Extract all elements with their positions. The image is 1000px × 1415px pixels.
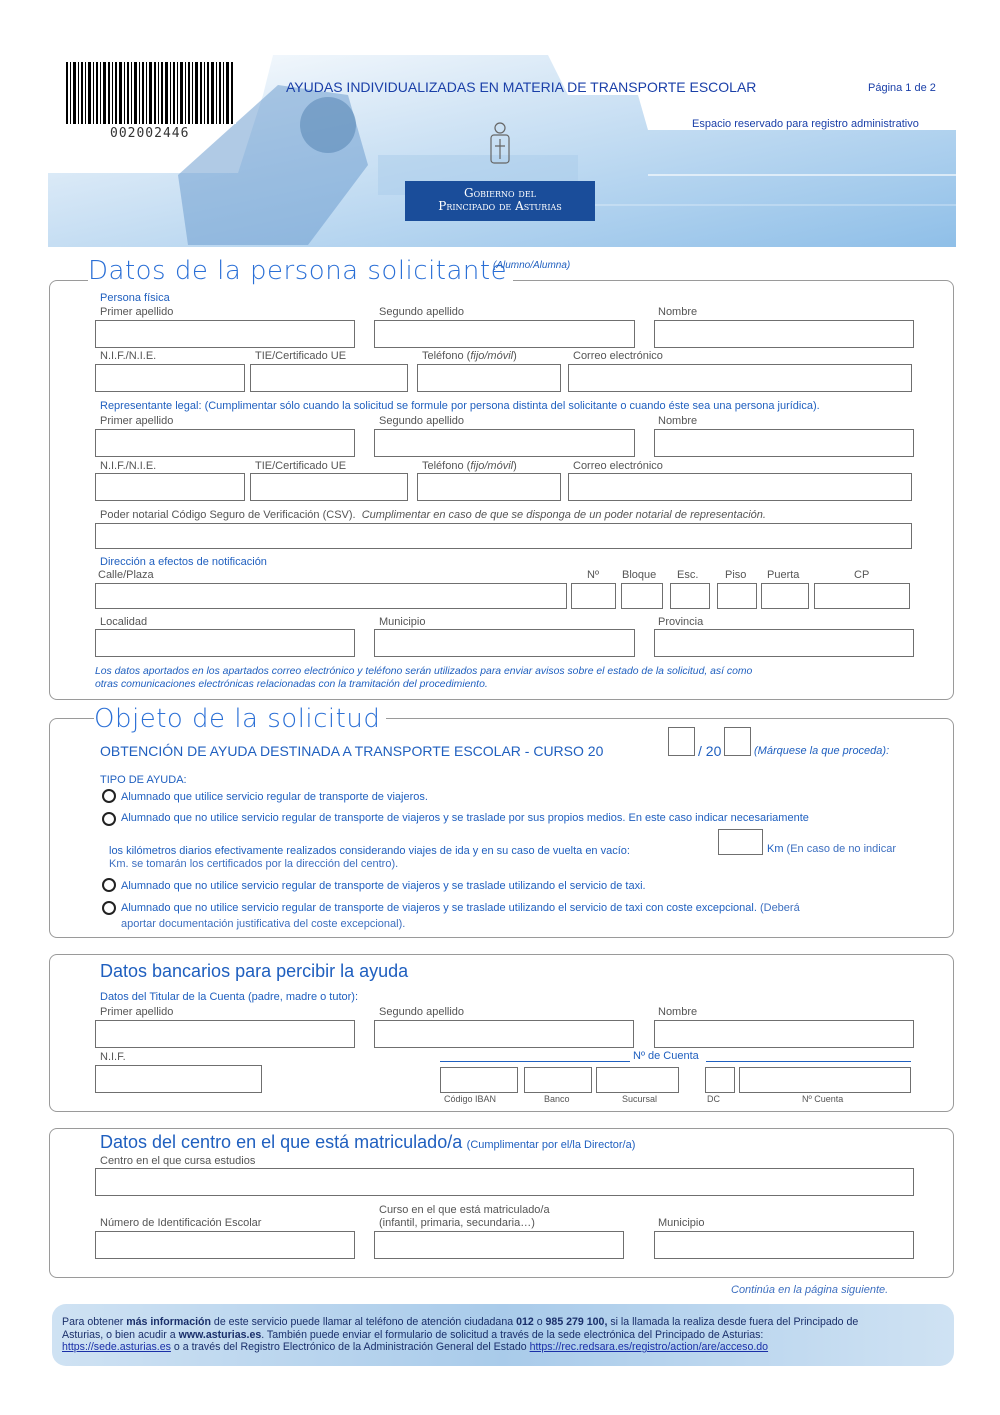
footer-text: [62, 1316, 947, 1354]
rep-primer-apellido-label: Primer apellido: [100, 415, 174, 427]
footer-t3: o: [533, 1316, 546, 1328]
curso-input-1[interactable]: [668, 727, 695, 756]
footer-line1: [62, 1316, 947, 1329]
aviso-line1: Los datos aportados en los apartados correo electrónico y teléfono serán utilizados para enviar avisos sobre el estado de la solicitud, así como: [95, 666, 753, 677]
centro-municipio-input[interactable]: [654, 1231, 914, 1259]
titular-label: Datos del Titular de la Cuenta (padre, madre o tutor):: [100, 991, 359, 1003]
telefono-input[interactable]: [417, 364, 561, 392]
cuenta-rule-right: [706, 1061, 911, 1062]
page-number: Página 1 de 2: [868, 82, 936, 94]
gobierno-line1: Gobierno del: [464, 186, 536, 200]
sede-link[interactable]: https://sede.asturias.es: [62, 1341, 171, 1353]
telefono-label: [422, 350, 517, 362]
correo-label: Correo electrónico: [573, 350, 663, 362]
piso-input[interactable]: [717, 583, 757, 609]
gobierno-line2: Principado de Asturias: [438, 199, 562, 213]
marquese-label: (Márquese la que proceda):: [754, 745, 890, 757]
barcode-number: 002002446: [110, 126, 190, 141]
footer-line3: [62, 1341, 947, 1354]
bloque-input[interactable]: [621, 583, 663, 609]
centro-label: Centro en el que cursa estudios: [100, 1155, 256, 1167]
footer-line2: [62, 1329, 947, 1342]
cp-label: CP: [854, 569, 870, 581]
ban-nif-input[interactable]: [95, 1065, 262, 1093]
footer-t1: Para obtener: [62, 1316, 127, 1328]
tie-label: TIE/Certificado UE: [255, 350, 347, 362]
rep-segundo-apellido-input[interactable]: [374, 429, 635, 457]
ban-segundo-apellido-label: Segundo apellido: [379, 1006, 465, 1018]
representante-label: Representante legal:: [100, 400, 202, 412]
centro-subtitle: (Cumplimentar por el/la Director/a): [466, 1139, 636, 1151]
segundo-apellido-input[interactable]: [374, 320, 635, 348]
rep-correo-label: Correo electrónico: [573, 460, 663, 472]
km-line: [767, 843, 896, 855]
direccion-title: Dirección a efectos de notificación: [100, 556, 267, 568]
localidad-input[interactable]: [95, 629, 355, 657]
rep-telefono-input[interactable]: [417, 473, 561, 501]
rep-telefono-label: [422, 460, 517, 472]
poder-note: Cumplimentar en caso de que se disponga de un poder notarial de representación.: [361, 509, 766, 521]
footer-t1b: más información: [126, 1316, 211, 1328]
ban-segundo-apellido-input[interactable]: [374, 1020, 634, 1048]
piso-label: Piso: [725, 569, 747, 581]
segundo-apellido-label: Segundo apellido: [379, 306, 465, 318]
representante-note: (Cumplimentar sólo cuando la solicitud se formule por persona distinta del solicitante o cuando éste sea una persona jurídica).: [201, 400, 820, 412]
km-note: (En caso de no indicar: [783, 843, 897, 855]
nif-label: N.I.F./N.I.E.: [100, 350, 157, 362]
ban-nombre-input[interactable]: [654, 1020, 914, 1048]
opt4-note-line: aportar documentación justificativa del coste excepcional).: [121, 918, 406, 930]
numero-label: Nº: [587, 569, 599, 581]
opt2-km-note: Km. se tomarán los certificados por la dirección del centro).: [109, 858, 399, 870]
poder-input[interactable]: [95, 523, 912, 549]
tie-input[interactable]: [250, 364, 408, 392]
rep-nombre-label: Nombre: [658, 415, 698, 427]
representante-line: [100, 400, 820, 412]
obtencion-label: OBTENCIÓN DE AYUDA DESTINADA A TRANSPORTE ESCOLAR - CURSO 20: [100, 743, 604, 759]
banco-input[interactable]: [524, 1067, 592, 1093]
calle-input[interactable]: [95, 583, 567, 609]
rep-nif-label: N.I.F./N.I.E.: [100, 460, 157, 472]
esc-input[interactable]: [670, 583, 710, 609]
centro-input[interactable]: [95, 1168, 914, 1196]
solicitante-subtitle: (Alumno/Alumna): [493, 260, 571, 271]
form-title: AYUDAS INDIVIDUALIZADAS EN MATERIA DE TRANSPORTE ESCOLAR: [286, 79, 757, 95]
nombre-label: Nombre: [658, 306, 698, 318]
provincia-input[interactable]: [654, 629, 914, 657]
footer-t2b: 012: [516, 1316, 534, 1328]
persona-fisica-label: Persona física: [100, 292, 170, 304]
radio-opt4[interactable]: [102, 901, 116, 915]
centro-title: Datos del centro en el que está matriculado/a: [100, 1132, 463, 1152]
rep-tie-input[interactable]: [250, 473, 408, 501]
cuenta-rule-left: [440, 1061, 630, 1062]
rep-primer-apellido-input[interactable]: [95, 429, 355, 457]
correo-input[interactable]: [568, 364, 912, 392]
opt4-note: (Deberá: [756, 902, 800, 914]
ban-primer-apellido-input[interactable]: [95, 1020, 355, 1048]
telefono-label-end: ): [513, 350, 517, 362]
radio-opt3[interactable]: [102, 878, 116, 892]
footer-t7: o a través del Registro Electrónico de la Administración General del Estado: [170, 1341, 530, 1353]
opt4-line: [121, 902, 800, 914]
curso-slash: / 20: [698, 743, 722, 759]
dc-label: DC: [707, 1094, 720, 1104]
provincia-label: Provincia: [658, 616, 704, 628]
nombre-input[interactable]: [654, 320, 914, 348]
registro-label: Espacio reservado para registro administrativo: [692, 118, 919, 130]
localidad-label: Localidad: [100, 616, 148, 628]
barcode-bars: [64, 62, 236, 124]
gobierno-logo: [405, 181, 595, 221]
banco-label: Banco: [544, 1094, 570, 1104]
footer-t2: de este servicio puede llamar al teléfono de atención ciudadana: [210, 1316, 517, 1328]
coat-of-arms-icon: [488, 122, 512, 166]
rep-telefono-label-a: Teléfono (: [422, 460, 471, 472]
opt3-label: Alumnado que no utilice servicio regular de transporte de viajeros y se traslade utilizando el servicio de taxi.: [121, 880, 646, 892]
radio-opt2[interactable]: [102, 812, 116, 826]
curso-input-2[interactable]: [724, 727, 751, 756]
poder-label: Poder notarial Código Seguro de Verificación (CSV).: [100, 509, 356, 521]
bloque-label: Bloque: [622, 569, 657, 581]
rep-tie-label: TIE/Certificado UE: [255, 460, 347, 472]
ban-nombre-label: Nombre: [658, 1006, 698, 1018]
cuenta-label: Nº de Cuenta: [633, 1050, 699, 1062]
sucursal-input[interactable]: [596, 1067, 679, 1093]
curso-label-2: (infantil, primaria, secundaria…): [379, 1217, 535, 1229]
poder-line: [100, 509, 766, 521]
municipio-label: Municipio: [379, 616, 426, 628]
opt4-label: Alumnado que no utilice servicio regular de transporte de viajeros y se traslade utilizando el servicio de taxi con coste excepcional.: [121, 902, 757, 914]
sucursal-label: Sucursal: [622, 1094, 658, 1104]
continua-label: Continúa en la página siguiente.: [731, 1284, 889, 1296]
rep-correo-input[interactable]: [568, 473, 912, 501]
curso-input[interactable]: [374, 1231, 624, 1259]
numero-input[interactable]: [571, 583, 616, 609]
curso-label-1: Curso en el que está matriculado/a: [379, 1204, 550, 1216]
footer-t4: si la llamada la realiza desde fuera del Principado de: [607, 1316, 859, 1328]
dc-input[interactable]: [705, 1067, 735, 1093]
footer-t5: Asturias, o bien acudir a: [62, 1328, 179, 1341]
nif-input[interactable]: [95, 364, 245, 392]
nie-label: Número de Identificación Escolar: [100, 1217, 262, 1229]
opt2-label: Alumnado que no utilice servicio regular de transporte de viajeros y se traslade por sus propios medios. En este caso indicar necesariamente: [121, 812, 809, 824]
rep-telefono-label-it: fijo/móvil: [470, 460, 514, 472]
telefono-label-it: fijo/móvil: [470, 350, 514, 362]
solicitante-title: Datos de la persona solicitante: [88, 256, 513, 286]
opt2-km-line: los kilómetros diarios efectivamente realizados considerando viajes de ida y en su caso de vuelta en vacío:: [109, 845, 630, 857]
footer-t3b: 985 279 100,: [545, 1316, 608, 1328]
footer-t6: . También puede enviar el formulario de solicitud a través de la sede electrónica del Principado de Asturias:: [261, 1328, 764, 1341]
telefono-label-a: Teléfono (: [422, 350, 471, 362]
centro-municipio-label: Municipio: [658, 1217, 705, 1229]
calle-label: Calle/Plaza: [98, 569, 154, 581]
barcode: [64, 62, 236, 124]
cp-input[interactable]: [814, 583, 910, 609]
opt1-label: Alumnado que utilice servicio regular de transporte de viajeros.: [121, 791, 428, 803]
rep-telefono-label-end: ): [513, 460, 517, 472]
esc-label: Esc.: [677, 569, 699, 581]
ban-nif-label: N.I.F.: [100, 1051, 126, 1063]
primer-apellido-input[interactable]: [95, 320, 355, 348]
tipo-ayuda-label: TIPO DE AYUDA:: [100, 774, 187, 786]
puerta-label: Puerta: [767, 569, 800, 581]
rep-nif-input[interactable]: [95, 473, 245, 501]
bancarios-title: Datos bancarios para percibir la ayuda: [100, 961, 409, 981]
rep-segundo-apellido-label: Segundo apellido: [379, 415, 465, 427]
centro-title-line: [100, 1132, 635, 1153]
km-input[interactable]: [718, 829, 763, 855]
km-label: Km: [767, 843, 784, 855]
municipio-input[interactable]: [374, 629, 635, 657]
rep-nombre-input[interactable]: [654, 429, 914, 457]
ban-primer-apellido-label: Primer apellido: [100, 1006, 174, 1018]
aviso-line2: otras comunicaciones electrónicas relacionadas con la tramitación del procedimiento.: [95, 679, 488, 690]
puerta-input[interactable]: [761, 583, 809, 609]
iban-input[interactable]: [440, 1067, 518, 1093]
iban-label: Código IBAN: [444, 1094, 497, 1104]
footer-t5b: www.asturias.es: [178, 1328, 262, 1341]
redsara-link[interactable]: https://rec.redsara.es/registro/action/are/acceso.do: [529, 1341, 769, 1353]
radio-opt1[interactable]: [102, 789, 116, 803]
primer-apellido-label: Primer apellido: [100, 306, 174, 318]
num-cuenta-input[interactable]: [739, 1067, 911, 1093]
nie-input[interactable]: [95, 1231, 355, 1259]
objeto-title: Objeto de la solicitud: [94, 704, 386, 734]
num-cuenta-label: Nº Cuenta: [802, 1094, 844, 1104]
